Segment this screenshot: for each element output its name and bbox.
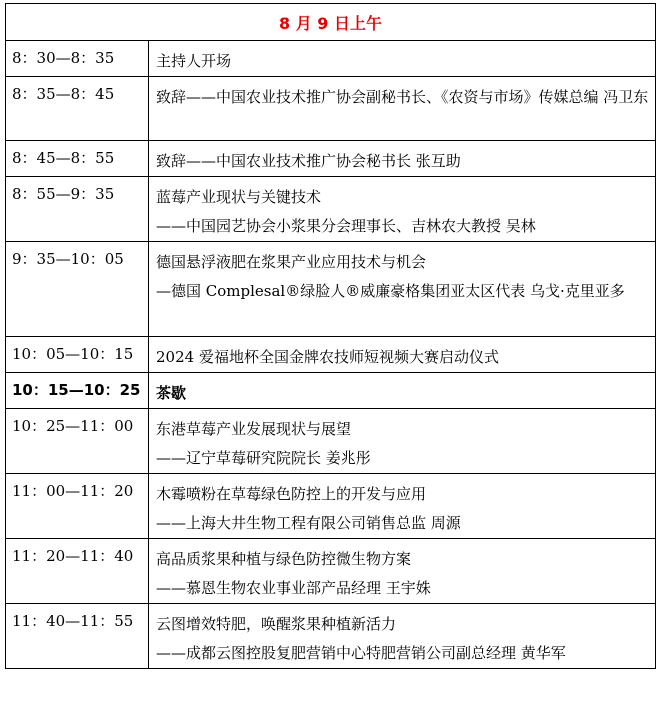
description-cell — [149, 77, 656, 141]
time-cell: 11：00—11：20 — [6, 474, 149, 539]
session-title: 致辞——中国农业技术推广协会副秘书长、《农资与市场》传媒总编 冯卫东 — [156, 88, 649, 106]
time-cell: 11：40—11：55 — [6, 604, 149, 669]
description-cell — [149, 337, 656, 373]
session-title: 高品质浆果种植与绿色防控微生物方案 — [156, 550, 412, 568]
session-title: 茶歇 — [156, 384, 187, 402]
speaker-line: ——成都云图控股复肥营销中心特肥营销公司副总经理 黄华军 — [156, 644, 566, 662]
table-row — [6, 177, 656, 242]
session-title: 蓝莓产业现状与关键技术 — [156, 188, 322, 206]
description-cell — [149, 242, 656, 337]
description-cell — [149, 373, 656, 409]
session-title: 云图增效特肥，唤醒浆果种植新活力 — [156, 615, 397, 633]
description-cell — [149, 409, 656, 474]
time-cell: 9：35—10：05 — [6, 242, 149, 337]
table-row — [6, 373, 656, 409]
table-row — [6, 141, 656, 177]
table-row — [6, 77, 656, 141]
description-cell — [149, 177, 656, 242]
description-cell — [149, 539, 656, 604]
speaker-line: —德国 Complesal®绿脸人®威廉豪格集团亚太区代表 乌戈·克里亚多 — [156, 282, 625, 300]
table-row — [6, 539, 656, 604]
session-title: 2024 爱福地杯全国金牌农技师短视频大赛启动仪式 — [156, 348, 499, 366]
time-cell: 8：30—8：35 — [6, 41, 149, 77]
table-row — [6, 41, 656, 77]
table-row — [6, 242, 656, 337]
table-row — [6, 337, 656, 373]
session-title: 木霉喷粉在草莓绿色防控上的开发与应用 — [156, 485, 427, 503]
time-cell: 8：55—9：35 — [6, 177, 149, 242]
table-row — [6, 409, 656, 474]
session-title: 东港草莓产业发展现状与展望 — [156, 420, 352, 438]
speaker-line: ——辽宁草莓研究院院长 姜兆彤 — [156, 449, 371, 467]
time-cell: 8：45—8：55 — [6, 141, 149, 177]
schedule-table — [5, 3, 656, 669]
header-row — [6, 4, 656, 41]
time-cell: 8：35—8：45 — [6, 77, 149, 141]
time-cell: 11：20—11：40 — [6, 539, 149, 604]
description-cell — [149, 141, 656, 177]
speaker-line: ——上海大井生物工程有限公司销售总监 周源 — [156, 514, 461, 532]
session-title: 致辞——中国农业技术推广协会秘书长 张互助 — [156, 152, 461, 170]
time-cell: 10：15—10：25 — [6, 373, 149, 409]
table-row — [6, 474, 656, 539]
time-cell: 10：05—10：15 — [6, 337, 149, 373]
session-title: 主持人开场 — [156, 52, 232, 70]
speaker-line: ——中国园艺协会小浆果分会理事长、吉林农大教授 吴林 — [156, 217, 536, 235]
table-row — [6, 604, 656, 669]
description-cell — [149, 41, 656, 77]
page-title: 8 月 9 日上午 — [6, 4, 656, 41]
time-cell: 10：25—11：00 — [6, 409, 149, 474]
description-cell — [149, 604, 656, 669]
description-cell — [149, 474, 656, 539]
speaker-line: ——慕恩生物农业事业部产品经理 王宇姝 — [156, 579, 431, 597]
session-title: 德国悬浮液肥在浆果产业应用技术与机会 — [156, 253, 427, 271]
